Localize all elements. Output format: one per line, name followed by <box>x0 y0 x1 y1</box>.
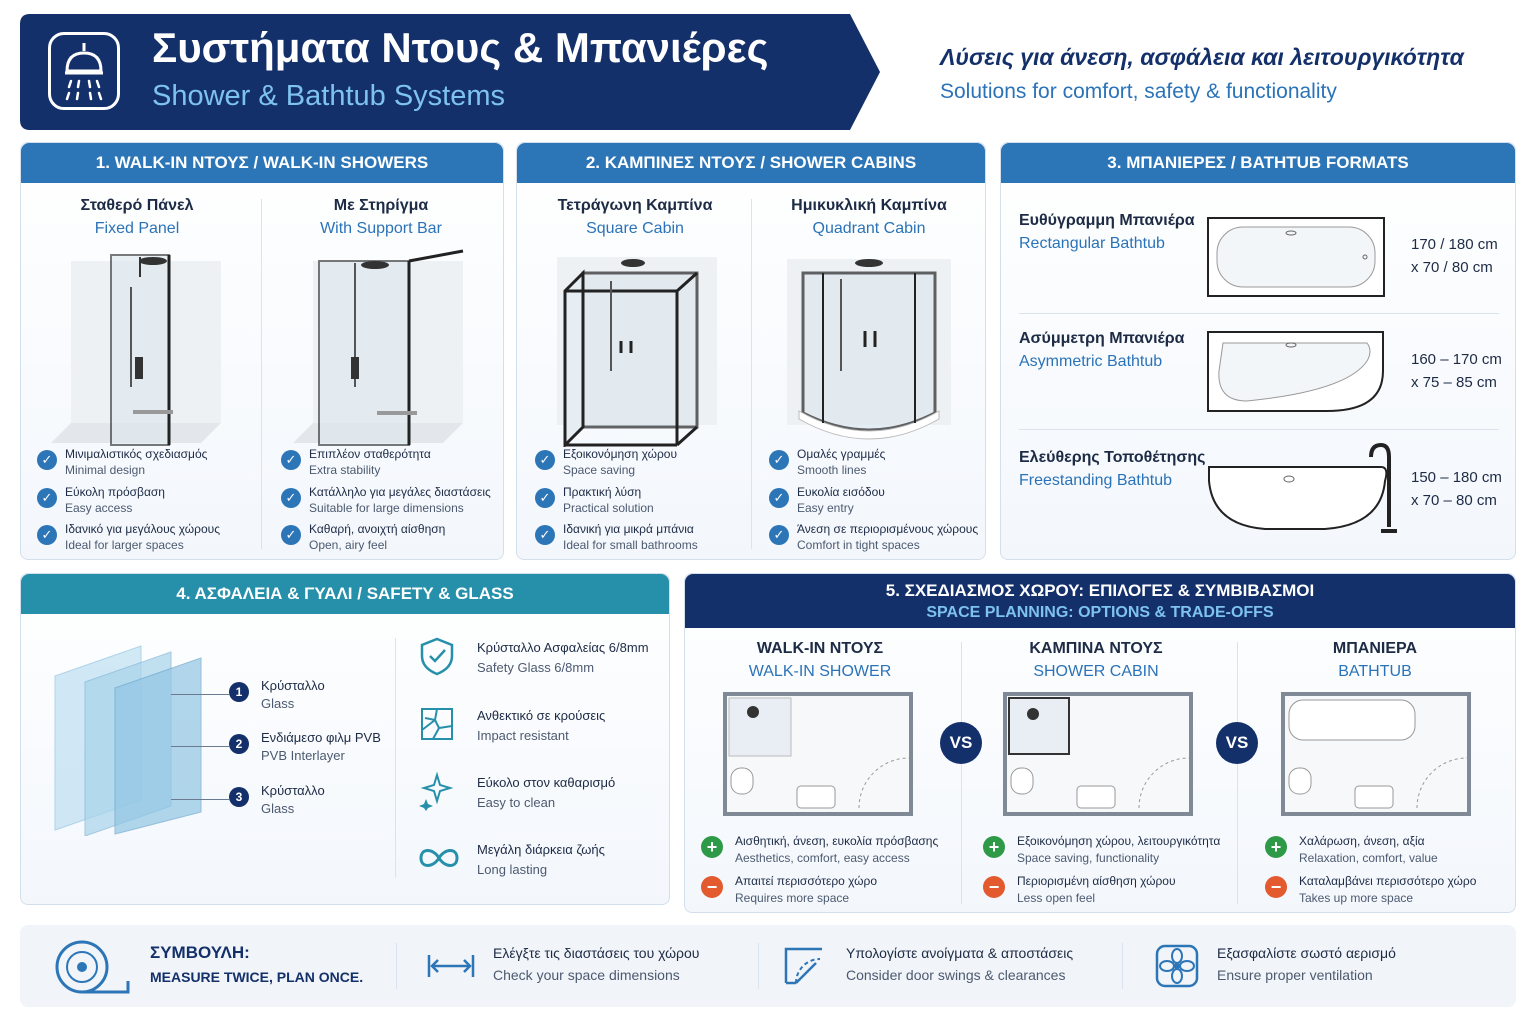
dimension-width: x 70 / 80 cm <box>1411 259 1493 276</box>
plan-col-subtitle: BATHTUB <box>1338 663 1412 680</box>
feature-label: Ιδανικό για μεγάλους χώρους <box>65 522 220 536</box>
feature-label-en: Extra stability <box>309 463 381 477</box>
shower-head-icon <box>48 32 120 110</box>
infinity-icon <box>417 838 461 878</box>
walkin-panel-title: 1. WALK-IN ΝΤΟΥΣ / WALK-IN SHOWERS <box>21 143 503 183</box>
layer-label: Ενδιάμεσο φιλμ PVB <box>261 730 381 745</box>
square-cabin-illustration <box>547 251 727 447</box>
tip-label-en: Ensure proper ventilation <box>1217 967 1373 983</box>
layer-label-en: Glass <box>261 696 295 711</box>
vs-badge: VS <box>1216 722 1258 764</box>
cabins-col2-title: Ημικυκλική Καμπίνα <box>791 197 947 214</box>
check-icon: ✓ <box>769 450 789 470</box>
check-icon: ✓ <box>37 488 57 508</box>
feature-label-en: Comfort in tight spaces <box>797 538 920 552</box>
pro-label: Αισθητική, άνεση, ευκολία πρόσβασης <box>735 834 939 848</box>
layer-number: 1 <box>229 682 249 702</box>
cabins-col1-subtitle: Square Cabin <box>586 220 684 237</box>
feature-label-en: Easy entry <box>797 501 854 515</box>
pro-label: Εξοικονόμηση χώρου, λειτουργικότητα <box>1017 834 1221 848</box>
bathtubs-panel-title: 3. ΜΠΑΝΙΕΡΕΣ / BATHTUB FORMATS <box>1001 143 1515 183</box>
tip-title: ΣΥΜΒΟΥΛΗ: <box>150 943 250 962</box>
walkin-col1-subtitle: Fixed Panel <box>94 220 180 237</box>
con-label-en: Takes up more space <box>1299 891 1414 905</box>
check-icon: ✓ <box>37 450 57 470</box>
feature-label-en: Suitable for large dimensions <box>309 501 464 515</box>
bathtub-subtitle: Rectangular Bathtub <box>1019 235 1165 252</box>
con-label: Περιορισμένη αίσθηση χώρου <box>1017 874 1176 888</box>
feature-label-en: Ideal for larger spaces <box>65 538 184 552</box>
tip-label: Υπολογίστε ανοίγματα & αποστάσεις <box>846 945 1074 961</box>
laminated-glass-illustration <box>49 636 229 836</box>
quadrant-cabin-illustration <box>779 251 959 447</box>
layer-label-en: PVB Interlayer <box>261 748 345 763</box>
tagline-greek: Λύσεις για άνεση, ασφάλεια και λειτουργικότητα <box>940 44 1464 70</box>
pro-label-en: Space saving, functionality <box>1017 851 1160 865</box>
feature-label: Εξοικονόμηση χώρου <box>563 447 678 461</box>
feature-label: Ευκολία εισόδου <box>797 485 885 499</box>
fan-icon <box>1154 943 1200 989</box>
bathtub-dimensions <box>1411 233 1498 279</box>
tip-label-en: Check your space dimensions <box>493 967 680 983</box>
cabins-panel-title: 2. ΚΑΜΠΙΝΕΣ ΝΤΟΥΣ / SHOWER CABINS <box>517 143 985 183</box>
feature-label: Κατάλληλο για μεγάλες διαστάσεις <box>309 485 491 499</box>
feature-label-en: Ideal for small bathrooms <box>563 538 698 552</box>
tip-label: Εξασφαλίστε σωστό αερισμό <box>1217 945 1396 961</box>
tip-label-en: Consider door swings & clearances <box>846 967 1066 983</box>
planning-panel <box>684 573 1516 913</box>
pro-label-en: Relaxation, comfort, value <box>1299 851 1438 865</box>
pro-label: Χαλάρωση, άνεση, αξία <box>1299 834 1425 848</box>
rectangular-bathtub-illustration <box>1207 217 1385 297</box>
dimension-length: 160 – 170 cm <box>1411 351 1502 368</box>
check-icon: ✓ <box>769 488 789 508</box>
plus-icon: + <box>701 836 723 858</box>
safety-panel-title: 4. ΑΣΦΑΛΕΙΑ & ΓΥΑΛΙ / SAFETY & GLASS <box>21 574 669 614</box>
check-icon: ✓ <box>281 488 301 508</box>
plan-col-title: WALK-IN ΝΤΟΥΣ <box>756 640 884 657</box>
bathtub-subtitle: Asymmetric Bathtub <box>1019 353 1163 370</box>
check-icon: ✓ <box>535 488 555 508</box>
check-icon: ✓ <box>769 525 789 545</box>
feature-label-en: Practical solution <box>563 501 654 515</box>
door-swing-icon <box>782 945 826 987</box>
layer-number: 2 <box>229 734 249 754</box>
bathtubs-panel <box>1000 142 1516 560</box>
layer-label: Κρύσταλλο <box>261 783 325 798</box>
bathtub-floorplan-illustration <box>1281 692 1471 816</box>
cabin-floorplan-illustration <box>1003 692 1193 816</box>
tips-bar <box>20 925 1516 1007</box>
feature-label: Άνεση σε περιορισμένους χώρους <box>797 522 979 536</box>
minus-icon: − <box>983 876 1005 898</box>
property-label: Εύκολο στον καθαρισμό <box>477 775 616 790</box>
property-label-en: Easy to clean <box>477 795 556 810</box>
pro-label-en: Aesthetics, comfort, easy access <box>735 851 910 865</box>
dimension-width: x 75 – 85 cm <box>1411 374 1497 391</box>
con-label-en: Less open feel <box>1017 891 1096 905</box>
con-label: Καταλαμβάνει περισσότερο χώρο <box>1299 874 1477 888</box>
walkin-col2-title: Με Στηρίγμα <box>333 197 429 214</box>
page-title: Συστήματα Ντους & Μπανιέρες <box>152 24 769 71</box>
bathtub-title: Ελεύθερης Τοποθέτησης <box>1019 449 1206 466</box>
bathtub-title: Ασύμμετρη Μπανιέρα <box>1019 330 1185 347</box>
feature-label: Πρακτική λύση <box>563 485 642 499</box>
planning-panel-title: 5. ΣΧΕΔΙΑΣΜΟΣ ΧΩΡΟΥ: ΕΠΙΛΟΓΕΣ & ΣΥΜΒΙΒΑΣΜΟΙ <box>885 581 1315 600</box>
con-label: Απαιτεί περισσότερο χώρο <box>735 874 878 888</box>
layer-label: Κρύσταλλο <box>261 678 325 693</box>
fixed-panel-shower-illustration <box>51 247 231 447</box>
walkin-col1-title: Σταθερό Πάνελ <box>80 197 194 214</box>
property-label-en: Safety Glass 6/8mm <box>477 660 595 675</box>
check-icon: ✓ <box>535 525 555 545</box>
minus-icon: − <box>701 876 723 898</box>
feature-label-en: Minimal design <box>65 463 146 477</box>
check-icon: ✓ <box>535 450 555 470</box>
bathtub-dimensions <box>1411 466 1502 512</box>
cabins-col1-title: Τετράγωνη Καμπίνα <box>557 197 713 214</box>
tip-label: Ελέγξτε τις διαστάσεις του χώρου <box>493 945 700 961</box>
dimension-width: x 70 – 80 cm <box>1411 492 1497 509</box>
feature-label-en: Space saving <box>563 463 636 477</box>
asymmetric-bathtub-illustration <box>1207 331 1385 413</box>
property-label-en: Long lasting <box>477 862 548 877</box>
walkin-panel <box>20 142 504 560</box>
property-label: Κρύσταλλο Ασφαλείας 6/8mm <box>477 640 649 655</box>
safety-panel <box>20 573 670 905</box>
plus-icon: + <box>983 836 1005 858</box>
cabins-panel <box>516 142 986 560</box>
feature-label: Καθαρή, ανοιχτή αίσθηση <box>309 522 446 536</box>
layer-label-en: Glass <box>261 801 295 816</box>
feature-label: Μινιμαλιστικός σχεδιασμός <box>65 447 208 461</box>
bathtub-dimensions <box>1411 348 1502 394</box>
walkin-floorplan-illustration <box>723 692 913 816</box>
dimension-length: 150 – 180 cm <box>1411 469 1502 486</box>
property-label: Ανθεκτικό σε κρούσεις <box>477 708 606 723</box>
freestanding-bathtub-illustration <box>1205 441 1401 537</box>
plus-icon: + <box>1265 836 1287 858</box>
planning-panel-header <box>685 574 1515 628</box>
feature-label: Ομαλές γραμμές <box>797 447 886 461</box>
plan-col-subtitle: SHOWER CABIN <box>1033 663 1159 680</box>
feature-label: Ιδανική για μικρά μπάνια <box>563 522 694 536</box>
feature-label: Εύκολη πρόσβαση <box>65 485 165 499</box>
tape-measure-icon <box>54 939 130 995</box>
vs-badge: VS <box>940 722 982 764</box>
check-icon: ✓ <box>37 525 57 545</box>
bathtub-subtitle: Freestanding Bathtub <box>1019 472 1172 489</box>
sparkle-clean-icon <box>417 771 457 811</box>
minus-icon: − <box>1265 876 1287 898</box>
feature-label: Επιπλέον σταθερότητα <box>309 447 431 461</box>
plan-col-subtitle: WALK-IN SHOWER <box>748 663 892 680</box>
shield-check-icon <box>417 636 457 676</box>
check-icon: ✓ <box>281 450 301 470</box>
tagline-english: Solutions for comfort, safety & functionality <box>940 80 1337 103</box>
con-label-en: Requires more space <box>735 891 850 905</box>
feature-label-en: Open, airy feel <box>309 538 388 552</box>
property-label: Μεγάλη διάρκεια ζωής <box>477 842 605 857</box>
page-subtitle: Shower & Bathtub Systems <box>152 80 505 112</box>
bathtub-title: Ευθύγραμμη Μπανιέρα <box>1019 212 1195 229</box>
layer-number: 3 <box>229 787 249 807</box>
impact-icon <box>417 704 457 744</box>
tip-subtitle: MEASURE TWICE, PLAN ONCE. <box>150 969 364 985</box>
planning-panel-subtitle: SPACE PLANNING: OPTIONS & TRADE-OFFS <box>926 604 1274 621</box>
cabins-col2-subtitle: Quadrant Cabin <box>812 220 926 237</box>
dimension-length: 170 / 180 cm <box>1411 236 1498 253</box>
feature-label-en: Easy access <box>65 501 133 515</box>
measure-arrows-icon <box>426 951 476 981</box>
property-label-en: Impact resistant <box>477 728 569 743</box>
plan-col-title: ΚΑΜΠΙΝΑ ΝΤΟΥΣ <box>1029 640 1163 657</box>
plan-col-title: ΜΠΑΝΙΕΡΑ <box>1332 640 1418 657</box>
support-bar-shower-illustration <box>293 247 473 447</box>
walkin-col2-subtitle: With Support Bar <box>320 220 442 237</box>
check-icon: ✓ <box>281 525 301 545</box>
feature-label-en: Smooth lines <box>797 463 867 477</box>
